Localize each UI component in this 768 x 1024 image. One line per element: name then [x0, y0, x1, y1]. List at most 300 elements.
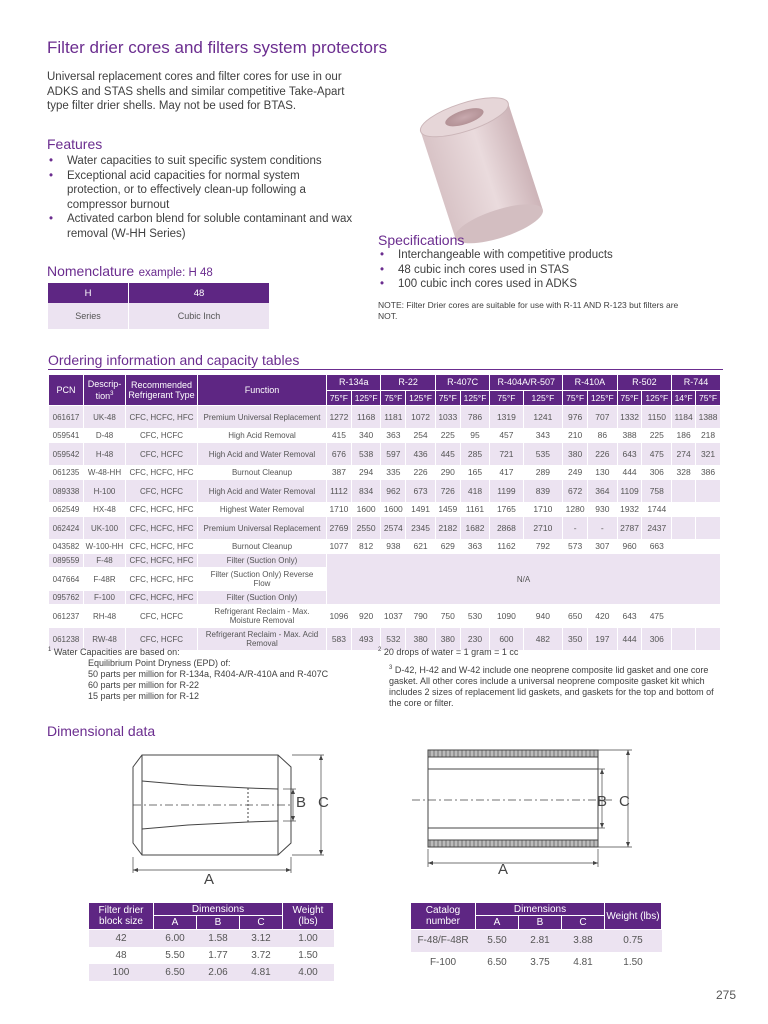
dimension-cell: 1.58 — [197, 930, 240, 948]
filter-dimensions-table — [410, 902, 662, 974]
table-row — [89, 947, 334, 964]
capacity-cell: 1280 — [563, 503, 588, 517]
dimension-label-c: C — [619, 793, 630, 810]
col-description — [84, 375, 126, 406]
drier-dimensions-table — [88, 902, 334, 981]
capacity-cell: 306 — [642, 466, 672, 480]
col-weight: Weight (lbs) — [605, 903, 662, 930]
table-row — [89, 964, 334, 981]
col-pcn: PCN — [49, 375, 84, 406]
refrigerant-type-cell: CFC, HCFC — [126, 605, 198, 628]
list-item: • Activated carbon blend for soluble contaminant and wax removal (W-HH Series) — [47, 212, 367, 241]
table-row — [49, 429, 721, 443]
capacity-cell: 328 — [672, 466, 696, 480]
capacity-cell: 482 — [523, 628, 563, 651]
function-cell: Premium Universal Replacement — [198, 406, 327, 429]
dimension-cell: F-48/F-48R — [411, 930, 476, 952]
dimensional-heading-wrap — [47, 723, 155, 739]
col-refrigerant: R-410A — [563, 375, 617, 391]
capacity-cell: 2182 — [435, 517, 460, 540]
capacity-cell: 1710 — [523, 503, 563, 517]
refrigerant-type-cell: CFC, HCFC, HFC — [126, 503, 198, 517]
capacity-cell: 532 — [381, 628, 406, 651]
capacity-cell: 493 — [351, 628, 381, 651]
refrigerant-type-cell: CFC, HCFC — [126, 443, 198, 466]
capacity-cell: 165 — [460, 466, 490, 480]
dimension-label-a: A — [498, 861, 509, 878]
refrigerant-type-cell: CFC, HCFC, HFC — [126, 540, 198, 554]
specifications-note: NOTE: Filter Drier cores are suitable for use with R-11 AND R-123 but filters are NOT. — [378, 299, 679, 321]
capacity-cell: 186 — [672, 429, 696, 443]
function-cell: Refrigerant Reclaim - Max. Acid Removal — [198, 628, 327, 651]
capacity-cell — [672, 503, 696, 517]
col-description-sup: 3 — [110, 391, 114, 397]
capacity-cell: 420 — [588, 605, 618, 628]
refrigerant-type-cell: CFC, HCFC, HFC — [126, 517, 198, 540]
table-row — [89, 930, 334, 948]
footnote-text: D-42, H-42 and W-42 include one neoprene composite lid gasket and one core gasket. All other cores include a universal neoprene composite gasket kit which includes 2 sizes of replacement lid gaskets, and gaskets for the top and bottom of the core or filter. — [389, 665, 714, 708]
col-refrigerant: R-744 — [672, 375, 721, 391]
capacity-cell — [696, 503, 721, 517]
description-cell: H-100 — [84, 480, 126, 503]
nomenclature-table — [48, 283, 270, 329]
capacity-cell: 1272 — [327, 406, 352, 429]
capacity-cell: 274 — [672, 443, 696, 466]
capacity-cell: 386 — [696, 466, 721, 480]
capacity-cell: 600 — [490, 628, 523, 651]
specifications-heading: Specifications — [378, 232, 465, 248]
capacity-cell: 285 — [460, 443, 490, 466]
pcn-cell: 061617 — [49, 406, 84, 429]
capacity-cell: 197 — [588, 628, 618, 651]
description-cell: F-100 — [84, 591, 126, 605]
dimension-cell: 42 — [89, 930, 154, 948]
nomenclature-value: Series — [48, 303, 129, 329]
function-cell: Filter (Suction Only) — [198, 554, 327, 568]
capacity-cell: 1932 — [617, 503, 642, 517]
capacity-cell: 1241 — [523, 406, 563, 429]
capacity-cell: 436 — [406, 443, 436, 466]
dimension-cell: F-100 — [411, 952, 476, 974]
capacity-cell: 758 — [642, 480, 672, 503]
capacity-cell: 210 — [563, 429, 588, 443]
capacity-cell: 1168 — [351, 406, 381, 429]
table-row — [49, 517, 721, 540]
table-row — [49, 406, 721, 429]
pcn-cell: 059541 — [49, 429, 84, 443]
capacity-cell: 530 — [460, 605, 490, 628]
capacity-cell: 363 — [460, 540, 490, 554]
col-dimensions: Dimensions — [154, 903, 283, 916]
specifications-section — [378, 232, 698, 322]
capacity-cell: 962 — [381, 480, 406, 503]
col-temperature: 125°F — [460, 390, 490, 406]
capacity-cell: 583 — [327, 628, 352, 651]
capacity-cell: 350 — [563, 628, 588, 651]
footnote-line: 60 parts per million for R-22 — [88, 680, 200, 690]
dimension-cell: 5.50 — [154, 947, 197, 964]
capacity-cell: 721 — [490, 443, 523, 466]
dimension-label-b: B — [296, 794, 307, 811]
capacity-cell: 1491 — [406, 503, 436, 517]
description-cell: RH-48 — [84, 605, 126, 628]
dimension-cell: 3.72 — [240, 947, 283, 964]
capacity-cell: 621 — [406, 540, 436, 554]
col-a: A — [476, 916, 519, 930]
col-b: B — [519, 916, 562, 930]
dimension-cell: 0.75 — [605, 930, 662, 952]
list-item: • 48 cubic inch cores used in STAS — [378, 263, 698, 278]
capacity-cell: - — [588, 517, 618, 540]
dimension-label-a: A — [204, 871, 215, 888]
footnote-mark: 3 — [389, 665, 393, 671]
pcn-cell: 047664 — [49, 568, 84, 591]
refrigerant-type-cell: CFC, HCFC, HFC — [126, 591, 198, 605]
capacity-cell: 643 — [617, 443, 642, 466]
refrigerant-type-cell: CFC, HCFC — [126, 480, 198, 503]
capacity-cell: 1112 — [327, 480, 352, 503]
capacity-cell: 415 — [327, 429, 352, 443]
dimension-cell: 4.81 — [240, 964, 283, 981]
capacity-cell — [672, 517, 696, 540]
col-refrigerant: R-22 — [381, 375, 435, 391]
description-cell: RW-48 — [84, 628, 126, 651]
capacity-cell: 1184 — [672, 406, 696, 429]
function-cell: Burnout Cleanup — [198, 540, 327, 554]
dimensional-heading: Dimensional data — [47, 723, 156, 739]
col-refrigerant: R-134a — [327, 375, 381, 391]
capacity-cell: 538 — [351, 443, 381, 466]
dimension-cell: 3.88 — [562, 930, 605, 952]
col-temperature: 14°F — [672, 390, 696, 406]
capacity-cell: 930 — [588, 503, 618, 517]
col-description-label: Descrip-tion — [87, 379, 122, 401]
capacity-cell: 130 — [588, 466, 618, 480]
function-cell: Filter (Suction Only) Reverse Flow — [198, 568, 327, 591]
capacity-cell: 940 — [523, 605, 563, 628]
description-cell: F-48 — [84, 554, 126, 568]
capacity-cell: 1459 — [435, 503, 460, 517]
col-function: Function — [198, 375, 327, 406]
capacity-cell: 839 — [523, 480, 563, 503]
footnote-1 — [48, 645, 368, 702]
col-refrigerant-type: Recommended Refrigerant Type — [126, 375, 198, 406]
capacity-cell: 2769 — [327, 517, 352, 540]
pcn-cell: 089559 — [49, 554, 84, 568]
capacity-cell: 418 — [460, 480, 490, 503]
capacity-cell: 1765 — [490, 503, 523, 517]
col-dimensions: Dimensions — [476, 903, 605, 916]
capacity-cell: 597 — [381, 443, 406, 466]
dimension-cell: 6.50 — [476, 952, 519, 974]
capacity-cell: 380 — [435, 628, 460, 651]
capacity-cell: 343 — [523, 429, 563, 443]
table-row — [411, 952, 662, 974]
description-cell: W-100-HH — [84, 540, 126, 554]
capacity-cell: 380 — [563, 443, 588, 466]
col-temperature: 125°F — [523, 390, 563, 406]
nomenclature-header: H — [48, 283, 129, 303]
dimension-cell: 1.50 — [283, 947, 334, 964]
pcn-cell: 061238 — [49, 628, 84, 651]
col-temperature: 75°F — [435, 390, 460, 406]
footnote-line: Water Capacities are based on: — [53, 647, 180, 657]
capacity-cell: 786 — [460, 406, 490, 429]
capacity-cell: 1710 — [327, 503, 352, 517]
nomenclature-heading: Nomenclature — [47, 263, 135, 279]
capacity-cell: 792 — [523, 540, 563, 554]
capacity-cell — [696, 540, 721, 554]
table-row — [411, 930, 662, 952]
pcn-cell: 062549 — [49, 503, 84, 517]
col-refrigerant: R-407C — [435, 375, 489, 391]
capacity-cell: 444 — [617, 628, 642, 651]
nomenclature-value: Cubic Inch — [129, 303, 270, 329]
function-cell: Refrigerant Reclaim - Max. Moisture Removal — [198, 605, 327, 628]
features-heading: Features — [47, 136, 103, 152]
table-row — [49, 605, 721, 628]
capacity-cell: 417 — [490, 466, 523, 480]
col-temperature: 125°F — [588, 390, 618, 406]
footnote-mark: 2 — [378, 647, 382, 653]
pcn-cell: 089338 — [49, 480, 84, 503]
capacity-cell: 2574 — [381, 517, 406, 540]
ordering-heading-wrap — [48, 352, 299, 368]
capacity-cell: 1150 — [642, 406, 672, 429]
refrigerant-type-cell: CFC, HCFC, HFC — [126, 406, 198, 429]
nomenclature-header: 48 — [129, 283, 270, 303]
capacity-cell: 457 — [490, 429, 523, 443]
capacity-cell — [672, 605, 696, 628]
capacity-cell: 707 — [588, 406, 618, 429]
description-cell: D-48 — [84, 429, 126, 443]
col-temperature: 75°F — [617, 390, 642, 406]
capacity-cell: 225 — [435, 429, 460, 443]
capacity-cell: 1033 — [435, 406, 460, 429]
col-refrigerant: R-404A/R-507 — [490, 375, 563, 391]
pcn-cell: 061237 — [49, 605, 84, 628]
capacity-cell: 573 — [563, 540, 588, 554]
capacity-cell: 1600 — [381, 503, 406, 517]
intro-text: Universal replacement cores and filter cores for use in our ADKS and STAS shells and similar competitive Take-Apart type filter drier shells. May not be used for BTAS. — [47, 71, 345, 112]
capacity-cell: 1090 — [490, 605, 523, 628]
ordering-table — [48, 374, 721, 651]
footnote-2 — [378, 645, 718, 658]
capacity-cell: 1072 — [406, 406, 436, 429]
capacity-cell: 663 — [642, 540, 672, 554]
dimension-cell: 1.77 — [197, 947, 240, 964]
capacity-cell: 387 — [327, 466, 352, 480]
na-cell: N/A — [327, 554, 721, 605]
function-cell: High Acid and Water Removal — [198, 443, 327, 466]
capacity-cell: 380 — [406, 628, 436, 651]
capacity-cell: 1161 — [460, 503, 490, 517]
col-temperature: 125°F — [406, 390, 436, 406]
refrigerant-type-cell: CFC, HCFC, HFC — [126, 554, 198, 568]
col-block-size: Filter drier block size — [89, 903, 154, 930]
capacity-cell: 475 — [642, 605, 672, 628]
page-title: Filter drier cores and filters system protectors — [47, 38, 388, 57]
capacity-cell: 1096 — [327, 605, 352, 628]
col-refrigerant: R-502 — [617, 375, 671, 391]
capacity-cell: 226 — [406, 466, 436, 480]
pcn-cell: 061235 — [49, 466, 84, 480]
capacity-cell: 86 — [588, 429, 618, 443]
footnote-line: Equilibrium Point Dryness (EPD) of: — [88, 658, 231, 668]
capacity-cell: 1388 — [696, 406, 721, 429]
pcn-cell: 059542 — [49, 443, 84, 466]
dimension-label-b: B — [597, 793, 608, 810]
capacity-cell: 673 — [406, 480, 436, 503]
list-item: • 100 cubic inch cores used in ADKS — [378, 277, 698, 292]
divider — [48, 369, 723, 370]
footnote-mark: 1 — [48, 647, 52, 653]
dimension-cell: 4.81 — [562, 952, 605, 974]
dimension-cell: 1.50 — [605, 952, 662, 974]
table-row — [49, 443, 721, 466]
capacity-cell: 629 — [435, 540, 460, 554]
col-temperature: 125°F — [351, 390, 381, 406]
capacity-cell — [696, 480, 721, 503]
col-c: C — [562, 916, 605, 930]
capacity-cell: 95 — [460, 429, 490, 443]
description-cell: H-48 — [84, 443, 126, 466]
footnote-3 — [389, 663, 719, 709]
col-a: A — [154, 916, 197, 930]
capacity-cell: 1600 — [351, 503, 381, 517]
capacity-cell: 1162 — [490, 540, 523, 554]
capacity-cell: 2787 — [617, 517, 642, 540]
capacity-cell: 790 — [406, 605, 436, 628]
capacity-cell — [696, 517, 721, 540]
function-cell: High Acid and Water Removal — [198, 480, 327, 503]
footnote-text: 20 drops of water = 1 gram = 1 cc — [383, 647, 519, 657]
ordering-heading: Ordering information and capacity tables — [48, 352, 300, 368]
capacity-cell: 834 — [351, 480, 381, 503]
capacity-cell: 230 — [460, 628, 490, 651]
capacity-cell: 1077 — [327, 540, 352, 554]
list-item: • Water capacities to suit specific system conditions — [47, 154, 367, 169]
footnote-line: 15 parts per million for R-12 — [88, 691, 200, 701]
filter-core-image — [413, 92, 553, 244]
dimension-cell: 48 — [89, 947, 154, 964]
capacity-cell: 2550 — [351, 517, 381, 540]
capacity-cell: 2345 — [406, 517, 436, 540]
refrigerant-type-cell: CFC, HCFC, HFC — [126, 466, 198, 480]
capacity-cell: 672 — [563, 480, 588, 503]
col-b: B — [197, 916, 240, 930]
dimension-cell: 3.75 — [519, 952, 562, 974]
capacity-cell: 726 — [435, 480, 460, 503]
refrigerant-type-cell: CFC, HCFC, HFC — [126, 568, 198, 591]
capacity-cell: 2868 — [490, 517, 523, 540]
pcn-cell: 062424 — [49, 517, 84, 540]
capacity-cell: 1744 — [642, 503, 672, 517]
capacity-cell: 650 — [563, 605, 588, 628]
description-cell: UK-100 — [84, 517, 126, 540]
dimension-cell: 4.00 — [283, 964, 334, 981]
dimension-cell: 1.00 — [283, 930, 334, 948]
capacity-cell: 1319 — [490, 406, 523, 429]
capacity-cell: 335 — [381, 466, 406, 480]
capacity-cell: 475 — [642, 443, 672, 466]
page-number: 275 — [716, 988, 737, 1002]
table-row — [49, 554, 721, 568]
table-row — [49, 466, 721, 480]
capacity-cell: - — [563, 517, 588, 540]
col-temperature: 125°F — [642, 390, 672, 406]
capacity-cell: 750 — [435, 605, 460, 628]
capacity-cell: 340 — [351, 429, 381, 443]
capacity-cell: 920 — [351, 605, 381, 628]
pcn-cell: 043582 — [49, 540, 84, 554]
col-temperature: 75°F — [490, 390, 523, 406]
capacity-cell: 938 — [381, 540, 406, 554]
table-row — [49, 480, 721, 503]
capacity-cell: 2710 — [523, 517, 563, 540]
description-cell: W-48-HH — [84, 466, 126, 480]
capacity-cell: 254 — [406, 429, 436, 443]
capacity-cell: 294 — [351, 466, 381, 480]
specifications-list — [378, 248, 698, 292]
capacity-cell: 388 — [617, 429, 642, 443]
list-item: • Exceptional acid capacities for normal system protection, or to effectively clean-up following a compressor burnout — [47, 169, 367, 213]
capacity-cell: 226 — [588, 443, 618, 466]
capacity-cell: 290 — [435, 466, 460, 480]
features-list — [47, 154, 367, 241]
capacity-cell: 1109 — [617, 480, 642, 503]
capacity-cell: 1199 — [490, 480, 523, 503]
refrigerant-type-cell: CFC, HCFC — [126, 628, 198, 651]
capacity-cell: 321 — [696, 443, 721, 466]
capacity-cell: 363 — [381, 429, 406, 443]
capacity-cell: 307 — [588, 540, 618, 554]
refrigerant-type-cell: CFC, HCFC — [126, 429, 198, 443]
features-section — [47, 136, 367, 241]
description-cell: F-48R — [84, 568, 126, 591]
nomenclature-example: example: H 48 — [138, 267, 213, 279]
capacity-cell: 2437 — [642, 517, 672, 540]
function-cell: Highest Water Removal — [198, 503, 327, 517]
capacity-cell: 1332 — [617, 406, 642, 429]
dimension-cell: 2.81 — [519, 930, 562, 952]
capacity-cell: 444 — [617, 466, 642, 480]
capacity-cell: 1682 — [460, 517, 490, 540]
col-catalog-number: Catalog number — [411, 903, 476, 930]
function-cell: High Acid Removal — [198, 429, 327, 443]
function-cell: Premium Universal Replacement — [198, 517, 327, 540]
col-temperature: 75°F — [563, 390, 588, 406]
filter-drawing — [410, 745, 650, 880]
capacity-cell: 249 — [563, 466, 588, 480]
description-cell: HX-48 — [84, 503, 126, 517]
capacity-cell: 535 — [523, 443, 563, 466]
dimension-cell: 6.00 — [154, 930, 197, 948]
dimension-cell: 6.50 — [154, 964, 197, 981]
dimension-cell: 100 — [89, 964, 154, 981]
table-row — [49, 540, 721, 554]
capacity-cell: 676 — [327, 443, 352, 466]
capacity-cell: 1037 — [381, 605, 406, 628]
col-temperature: 75°F — [327, 390, 352, 406]
capacity-cell: 1181 — [381, 406, 406, 429]
pcn-cell: 095762 — [49, 591, 84, 605]
function-cell: Filter (Suction Only) — [198, 591, 327, 605]
footnote-line: 50 parts per million for R-134a, R404-A/R-410A and R-407C — [88, 669, 329, 679]
description-cell: UK-48 — [84, 406, 126, 429]
col-c: C — [240, 916, 283, 930]
dimension-label-c: C — [318, 794, 329, 811]
